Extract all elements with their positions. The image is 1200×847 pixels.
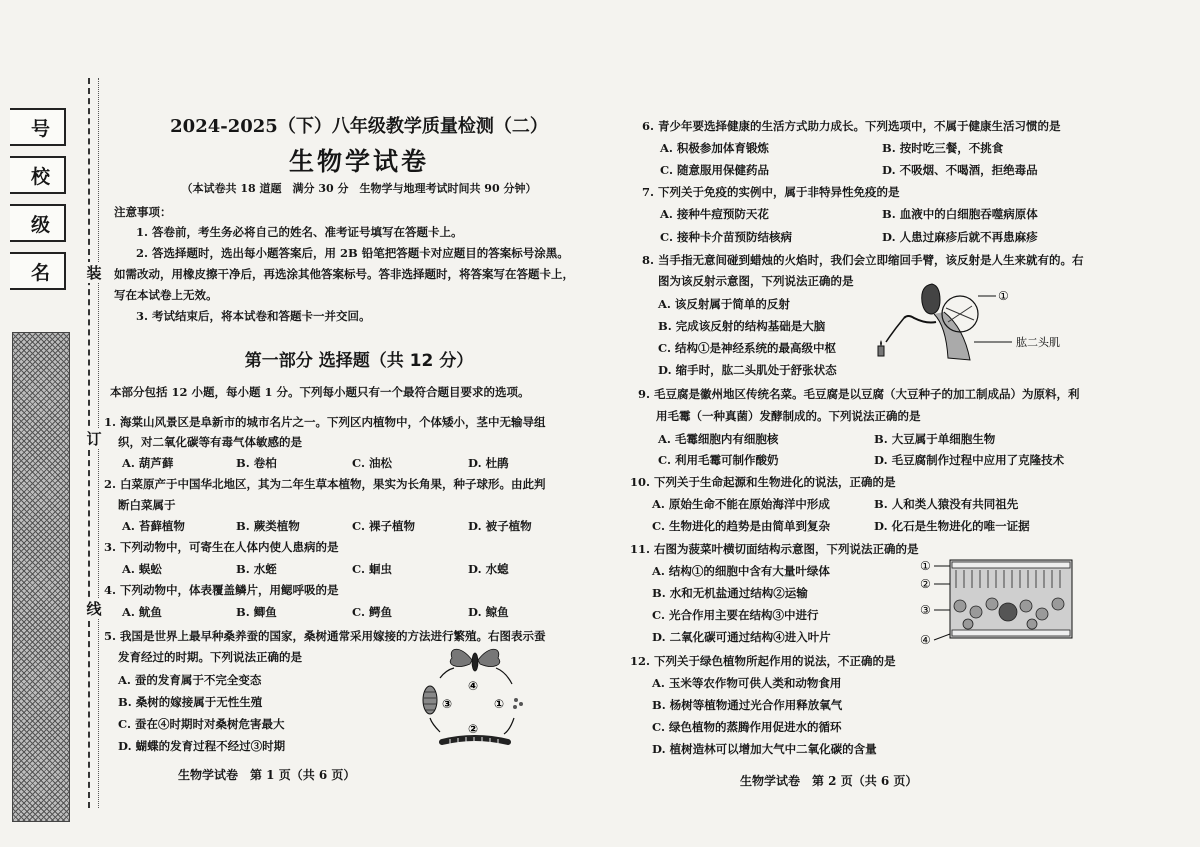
cocoon-icon bbox=[423, 686, 437, 714]
q7-option-c: C. 接种卡介苗预防结核病 bbox=[660, 230, 792, 244]
notice-line: 如需改动，用橡皮擦干净后，再选涂其他答案标号。答非选择题时，将答案写在答题卡上， bbox=[114, 267, 574, 281]
q7-option-b: B. 血液中的白细胞吞噬病原体 bbox=[882, 207, 1038, 221]
q8-option-a: A. 该反射属于简单的反射 bbox=[658, 297, 790, 311]
notice-line: 2. 答选择题时，选出每小题答案后，用 2B 铅笔把答题卡对应题目的答案标号涂黑。 bbox=[136, 246, 569, 260]
page-1 bbox=[104, 0, 614, 847]
q10-option-a: A. 原始生命不能在原始海洋中形成 bbox=[652, 497, 830, 511]
q2-option-d: D. 被子植物 bbox=[468, 519, 532, 533]
question-11: 11. 右图为菠菜叶横切面结构示意图，下列说法正确的是 bbox=[630, 542, 919, 556]
reflex-figure bbox=[874, 278, 1074, 374]
section-title: 第一部分 选择题（共 12 分） bbox=[244, 351, 474, 371]
notice-line: 3. 考试结束后，将本试卷和答题卡一并交回。 bbox=[136, 309, 371, 323]
q12-option-c: C. 绿色植物的蒸腾作用促进水的循环 bbox=[652, 720, 842, 734]
q2-option-b: B. 蕨类植物 bbox=[236, 519, 300, 533]
reflex-label-1: ① bbox=[998, 289, 1009, 303]
q2-option-c: C. 裸子植物 bbox=[352, 519, 415, 533]
q1-option-d: D. 杜鹃 bbox=[468, 456, 509, 470]
q3-option-a: A. 蜈蚣 bbox=[122, 562, 162, 576]
notice-line: 写在本试卷上无效。 bbox=[114, 288, 218, 302]
section-intro: 本部分包括 12 小题，每小题 1 分。下列每小题只有一个最符合题目要求的选项。 bbox=[110, 385, 530, 399]
question-1: 织，对二氧化碳等有毒气体敏感的是 bbox=[118, 435, 302, 449]
question-5: 5. 我国是世界上最早种桑养蚕的国家，桑树通常采用嫁接的方法进行繁殖。右图表示蚕 bbox=[104, 629, 546, 643]
q4-option-a: A. 鱿鱼 bbox=[122, 605, 162, 619]
q5-option-a: A. 蚕的发育属于不完全变态 bbox=[118, 673, 262, 687]
leaf-cross-section-figure bbox=[916, 556, 1076, 648]
reflex-label-biceps: 肱二头肌 bbox=[1016, 336, 1060, 349]
q1-option-c: C. 油松 bbox=[352, 456, 392, 470]
q12-option-b: B. 杨树等植物通过光合作用释放氧气 bbox=[652, 698, 843, 712]
q8-option-d: D. 缩手时，肱二头肌处于舒张状态 bbox=[658, 363, 837, 377]
binding-label-ding: 订 bbox=[84, 428, 104, 449]
q5-option-b: B. 桑树的嫁接属于无性生殖 bbox=[118, 695, 263, 709]
q9-option-b: B. 大豆属于单细胞生物 bbox=[874, 432, 996, 446]
q5-option-d: D. 蝴蝶的发育过程不经过③时期 bbox=[118, 739, 286, 753]
candle-icon bbox=[878, 340, 884, 356]
question-8: 图为该反射示意图，下列说法正确的是 bbox=[658, 274, 854, 288]
notice-line: 1. 答卷前，考生务必将自己的姓名、准考证号填写在答题卡上。 bbox=[136, 225, 463, 239]
stage-label-4: ④ bbox=[468, 679, 479, 693]
notice-title: 注意事项： bbox=[114, 205, 172, 219]
person-icon bbox=[886, 284, 970, 360]
exam-title: 2024-2025（下）八年级教学质量检测（二） bbox=[170, 116, 548, 137]
hatched-area bbox=[12, 332, 70, 822]
question-2: 2. 白菜原产于中国华北地区，其为二年生草本植物，果实为长角果，种子球形。由此判 bbox=[104, 477, 546, 491]
q10-option-c: C. 生物进化的趋势是由简单到复杂 bbox=[652, 519, 830, 533]
q1-option-a: A. 葫芦藓 bbox=[122, 456, 174, 470]
field-exam-number: 号 bbox=[10, 108, 66, 146]
question-2: 断白菜属于 bbox=[118, 498, 176, 512]
q3-option-d: D. 水螅 bbox=[468, 562, 509, 576]
leaf-label-4: ④ bbox=[920, 633, 931, 647]
question-4: 4. 下列动物中，体表覆盖鳞片，用鳃呼吸的是 bbox=[104, 583, 339, 597]
q4-option-b: B. 鲫鱼 bbox=[236, 605, 277, 619]
question-7: 7. 下列关于免疫的实例中，属于非特异性免疫的是 bbox=[642, 185, 900, 199]
q7-option-a: A. 接种牛痘预防天花 bbox=[660, 207, 769, 221]
question-8: 8. 当手指无意间碰到蜡烛的火焰时，我们会立即缩回手臂，该反射是人生来就有的。右 bbox=[642, 253, 1084, 267]
page-2 bbox=[630, 0, 1190, 847]
q11-option-a: A. 结构①的细胞中含有大量叶绿体 bbox=[652, 564, 830, 578]
q8-option-b: B. 完成该反射的结构基础是大脑 bbox=[658, 319, 826, 333]
leaf-label-1: ① bbox=[920, 559, 931, 573]
q9-option-c: C. 利用毛霉可制作酸奶 bbox=[658, 453, 779, 467]
exam-note: （本试卷共 18 道题 满分 30 分 生物学与地理考试时间共 90 分钟） bbox=[181, 182, 537, 195]
question-9: 9. 毛豆腐是徽州地区传统名菜。毛豆腐是以豆腐（大豆种子的加工制成品）为原料，利 bbox=[638, 387, 1080, 401]
q4-option-c: C. 鳄鱼 bbox=[352, 605, 392, 619]
binding-label-xian: 线 bbox=[84, 598, 104, 619]
q11-option-b: B. 水和无机盐通过结构②运输 bbox=[652, 586, 808, 600]
page-2-footer: 生物学试卷 第 2 页（共 6 页） bbox=[740, 774, 918, 788]
q12-option-d: D. 植树造林可以增加大气中二氧化碳的含量 bbox=[652, 742, 877, 756]
stage-label-3: ③ bbox=[442, 697, 453, 711]
binding-label-zhuang: 装 bbox=[84, 262, 104, 283]
field-school: 校 bbox=[10, 156, 66, 194]
q11-option-c: C. 光合作用主要在结构③中进行 bbox=[652, 608, 819, 622]
moth-icon bbox=[450, 649, 500, 671]
question-10: 10. 下列关于生命起源和生物进化的说法，正确的是 bbox=[630, 475, 896, 489]
larva-icon bbox=[442, 737, 508, 745]
q6-option-a: A. 积极参加体育锻炼 bbox=[660, 141, 769, 155]
leaf-label-2: ② bbox=[920, 577, 931, 591]
stage-label-1: ① bbox=[494, 697, 505, 711]
q9-option-d: D. 毛豆腐制作过程中应用了克隆技术 bbox=[874, 453, 1065, 467]
q11-option-d: D. 二氧化碳可通过结构④进入叶片 bbox=[652, 630, 831, 644]
silkworm-lifecycle-figure bbox=[410, 642, 540, 754]
q4-option-d: D. 鲸鱼 bbox=[468, 605, 509, 619]
q6-option-d: D. 不吸烟、不喝酒，拒绝毒品 bbox=[882, 163, 1038, 177]
q6-option-c: C. 随意服用保健药品 bbox=[660, 163, 769, 177]
q7-option-d: D. 人患过麻疹后就不再患麻疹 bbox=[882, 230, 1038, 244]
field-name: 名 bbox=[10, 252, 66, 290]
field-class: 级 bbox=[10, 204, 66, 242]
page-1-footer: 生物学试卷 第 1 页（共 6 页） bbox=[178, 768, 356, 782]
q3-option-c: C. 蛔虫 bbox=[352, 562, 392, 576]
q10-option-d: D. 化石是生物进化的唯一证据 bbox=[874, 519, 1030, 533]
leaf-label-3: ③ bbox=[920, 603, 931, 617]
question-3: 3. 下列动物中，可寄生在人体内使人患病的是 bbox=[104, 540, 339, 554]
q10-option-b: B. 人和类人猿没有共同祖先 bbox=[874, 497, 1019, 511]
q5-option-c: C. 蚕在④时期时对桑树危害最大 bbox=[118, 717, 285, 731]
q3-option-b: B. 水蛭 bbox=[236, 562, 277, 576]
q2-option-a: A. 苔藓植物 bbox=[122, 519, 185, 533]
q8-option-c: C. 结构①是神经系统的最高级中枢 bbox=[658, 341, 836, 355]
question-6: 6. 青少年要选择健康的生活方式助力成长。下列选项中，不属于健康生活习惯的是 bbox=[642, 119, 1061, 133]
q9-option-a: A. 毛霉细胞内有细胞核 bbox=[658, 432, 779, 446]
eggs-icon bbox=[513, 698, 523, 709]
stage-label-2: ② bbox=[468, 722, 479, 736]
exam-subtitle: 生物学试卷 bbox=[288, 147, 429, 176]
question-1: 1. 海棠山风景区是阜新市的城市名片之一。下列区内植物中，个体矮小，茎中无输导组 bbox=[104, 415, 546, 429]
question-9: 用毛霉（一种真菌）发酵制成的。下列说法正确的是 bbox=[656, 409, 921, 423]
binding-strip bbox=[0, 0, 110, 847]
question-5: 发育经过的时期。下列说法正确的是 bbox=[118, 650, 302, 664]
q1-option-b: B. 卷柏 bbox=[236, 456, 277, 470]
question-12: 12. 下列关于绿色植物所起作用的说法，不正确的是 bbox=[630, 654, 896, 668]
q6-option-b: B. 按时吃三餐，不挑食 bbox=[882, 141, 1004, 155]
q12-option-a: A. 玉米等农作物可供人类和动物食用 bbox=[652, 676, 842, 690]
